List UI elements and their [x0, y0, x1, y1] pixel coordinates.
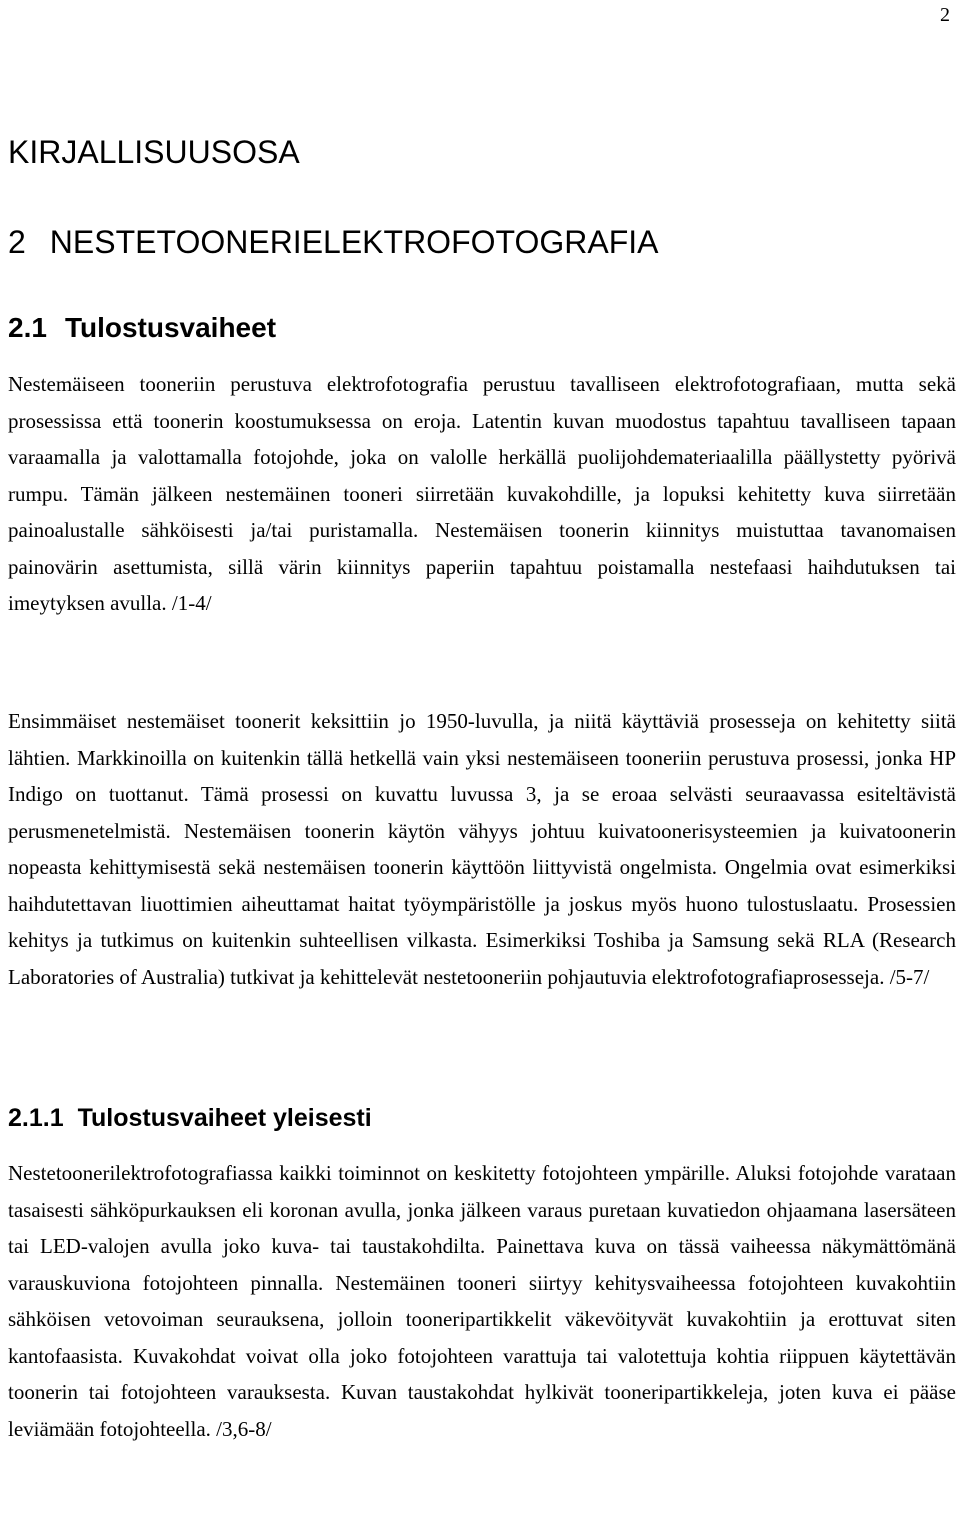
paragraph-history: Ensimmäiset nestemäiset toonerit keksittiin jo 1950-luvulla, ja niitä käyttäviä prosesseja on kehitetty siitä lähtien. Markkinoilla on kuitenkin tällä hetkellä vain yksi nestemäiseen tooneriin perustuva prosessi, jonka HP Indigo on tuottanut. Tämä prosessi on kuvattu luvussa 3, ja se eroaa selvästi seuraavassa esiteltävistä perusmenetelmistä. Nestemäisen toonerin käytön vähyys johtuu kuivatoonerisysteemien ja kuivatoonerin nopeasta kehittymisestä sekä nestemäisen toonerin käyttöön liittyvistä ongelmista. Ongelmia ovat esimerkiksi haihdutettavan liuottimien aiheuttamat haitat työympäristölle ja joskus myös huono tulostuslaatu. Prosessien kehitys ja tutkimus on kuitenkin suhteellisen vilkasta. Esimerkiksi Toshiba ja Samsung sekä RLA (Research Laboratories of Australia) tutkivat ja kehittelevät nestetooneriin pohjautuvia elektrofotografiaprosesseja. /5-7/	[8, 709, 956, 989]
subsection-title: Tulostusvaiheet yleisesti	[77, 1104, 372, 1132]
part-heading: KIRJALLISUUSOSA	[8, 134, 300, 170]
section-number: 2.1	[8, 312, 47, 343]
chapter-title: NESTETOONERIELEKTROFOTOGRAFIA	[49, 224, 659, 260]
chapter-heading	[8, 222, 658, 262]
section-title: Tulostusvaiheet	[64, 312, 277, 343]
page-number: 2	[940, 4, 950, 26]
paragraph-intro: Nestemäiseen tooneriin perustuva elektrofotografia perustuu tavalliseen elektrofotografiaan, mutta sekä prosessissa että toonerin koostumuksessa on eroja. Latentin kuvan muodostus tapahtuu tavalliseen tapaan varaamalla ja valottamalla fotojohde, joka on valolle herkällä puolijohdemateriaalilla päällystetty pyörivä rumpu. Tämän jälkeen nestemäinen tooneri siirretään kuvakohdille, ja lopuksi kehitetty kuva siirretään painoalustalle sähköisesti ja/tai puristamalla. Nestemäisen toonerin kiinnitys muistuttaa tavanomaisen painovärin asettumista, sillä värin kiinnitys paperiin tapahtuu poistamalla nestefaasi haihdutuksen tai imeytyksen avulla. /1-4/	[8, 372, 956, 615]
chapter-number: 2	[8, 224, 26, 260]
subsection-number: 2.1.1	[8, 1104, 64, 1132]
paragraph-process: Nestetoonerilektrofotografiassa kaikki toiminnot on keskitetty fotojohteen ympärille. Aluksi fotojohde varataan tasaisesti sähköpurkauksen eli koronan avulla, jonka jälkeen varaus puretaan kuvatiedon ohjaamana lasersäteen tai LED-valojen avulla joko kuva- tai taustakohdilta. Painettava kuva on tässä vaiheessa näkymättömänä varauskuviona fotojohteen pinnalla. Nestemäinen tooneri siirtyy kehitysvaiheessa fotojohteen kuvakohtiin sähköisen vetovoiman seurauksena, jolloin tooneripartikkelit väkevöityvät kuvakohtiin ja erottuvat siten kantofaasista. Kuvakohdat voivat olla joko fotojohteen varattuja tai valotettuja kohtia riippuen käytettävän toonerin tai fotojohteen varauksesta. Kuvan taustakohdat hylkivät tooneripartikkeleja, joten kuva ei pääse leviämään fotojohteella. /3,6-8/	[8, 1161, 956, 1441]
subsection-heading	[8, 1100, 372, 1136]
section-heading	[8, 310, 276, 346]
